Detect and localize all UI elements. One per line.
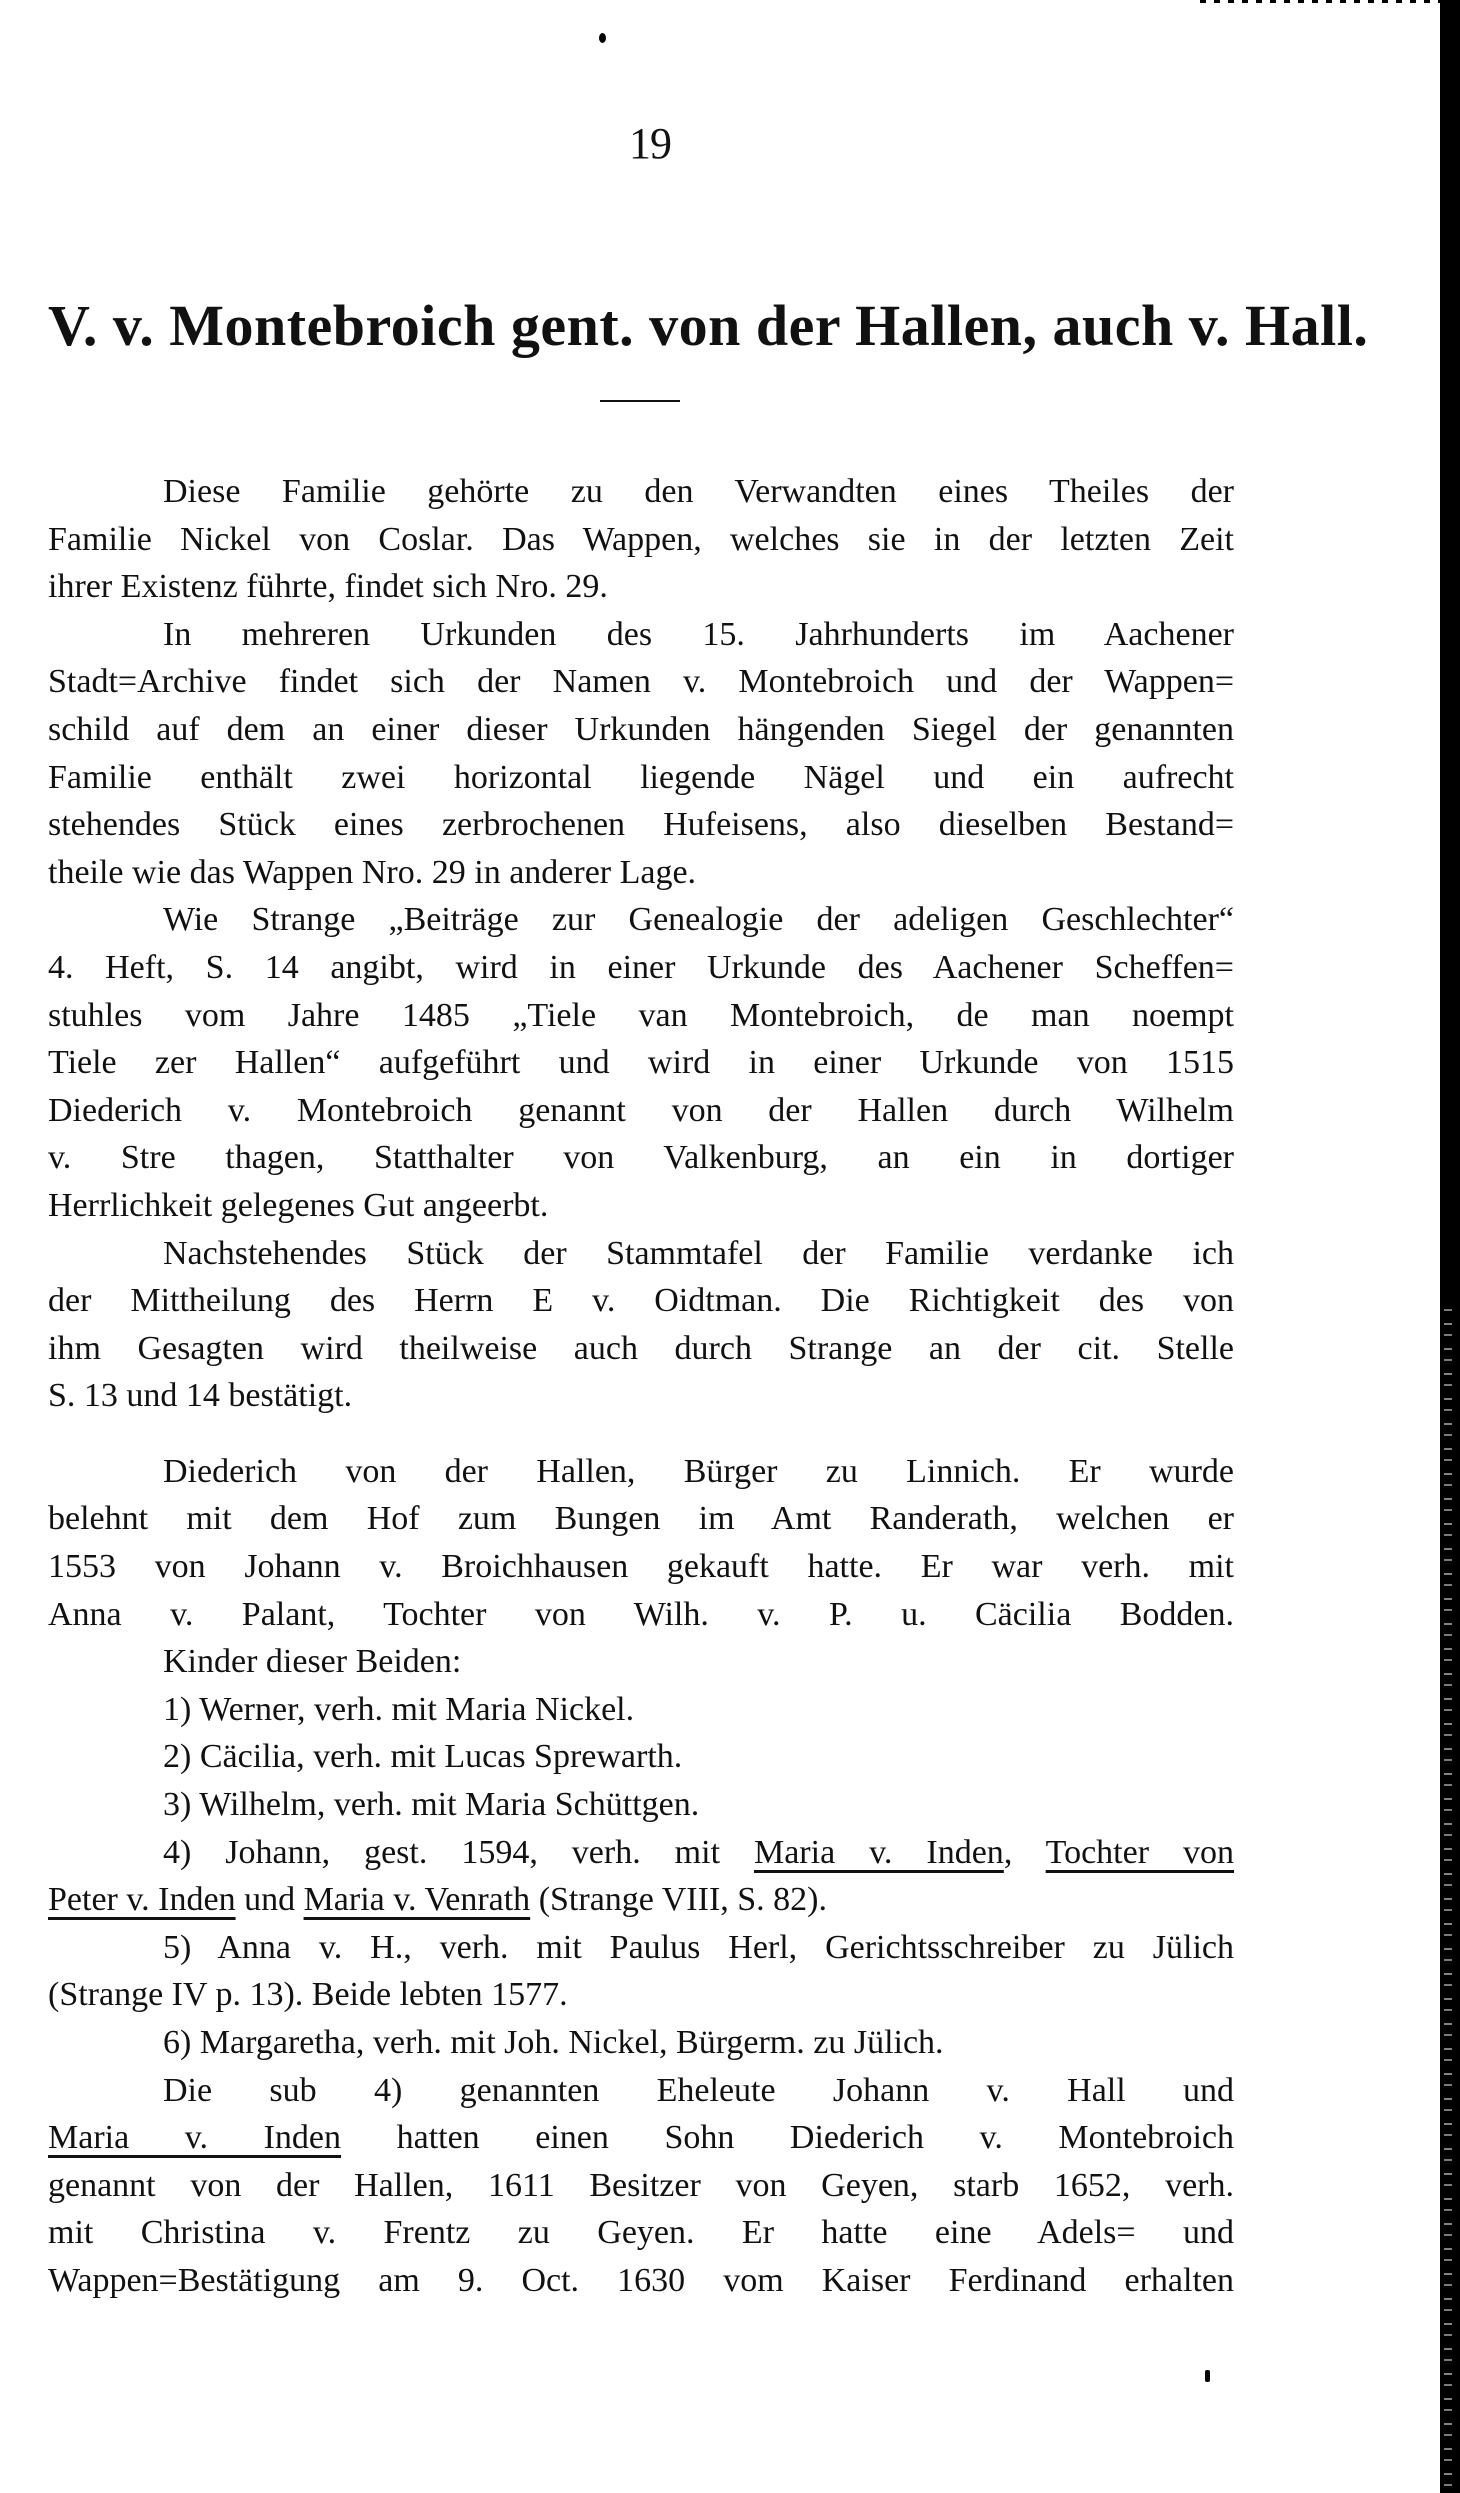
scan-speck xyxy=(599,33,606,43)
underlined-name: Maria v. Venrath xyxy=(303,1881,531,1919)
text-line: Nachstehendes Stück der Stammtafel der Familie verdanke ich xyxy=(163,1234,1234,1272)
list-text: (Strange VIII, S. 82). xyxy=(538,1881,828,1919)
paragraph-5 xyxy=(48,1448,1234,1638)
text-line: belehnt mit dem Hof zum Bungen im Amt Randerath, welchen er xyxy=(48,1500,1234,1538)
scan-edge-band xyxy=(1440,0,1460,2493)
scan-speck xyxy=(1205,2370,1210,2382)
list-number: 6) xyxy=(163,2024,192,2061)
text-line: Tiele zer Hallen“ aufgeführt und wird in einer Urkunde von 1515 xyxy=(48,1044,1234,1082)
text-line: ihm Gesagten wird theilweise auch durch Strange an der cit. Stelle xyxy=(48,1329,1234,1367)
underlined-name: Maria v. Inden xyxy=(753,1833,1004,1871)
text-line: Stadt=Archive findet sich der Namen v. Montebroich und der Wappen= xyxy=(48,663,1234,701)
text-line: ihrer Existenz führte, findet sich Nro. 29. xyxy=(48,568,608,606)
text-line: Familie enthält zwei horizontal liegende Nägel und ein aufrecht xyxy=(48,758,1234,796)
list-item xyxy=(48,1686,1234,1734)
text-line: 4. Heft, S. 14 angibt, wird in einer Urkunde des Aachener Scheffen= xyxy=(48,948,1234,986)
text-line: Diederich v. Montebroich genannt von der Hallen durch Wilhelm xyxy=(48,1091,1234,1129)
paragraph-final xyxy=(48,2067,1234,2305)
text-line: In mehreren Urkunden des 15. Jahrhunderts im Aachener xyxy=(163,615,1234,653)
list-text: Margaretha, verh. mit Joh. Nickel, Bürgerm. zu Jülich. xyxy=(199,2024,944,2061)
text-line: Die sub 4) genannten Eheleute Johann v. Hall und xyxy=(163,2071,1234,2109)
children-heading xyxy=(48,1638,1234,1686)
list-text: Johann, gest. 1594, verh. mit xyxy=(225,1833,721,1871)
list-number: 4) xyxy=(163,1833,192,1871)
title-divider-rule xyxy=(600,400,680,402)
list-number: 3) xyxy=(163,1786,192,1824)
paragraph-3 xyxy=(48,896,1234,1229)
text-line: mit Christina v. Frentz zu Geyen. Er hatte eine Adels= und xyxy=(48,2214,1234,2252)
text-line: schild auf dem an einer dieser Urkunden hängenden Siegel der genannten xyxy=(48,710,1234,748)
text-line: 1553 von Johann v. Broichhausen gekauft hatte. Er war verh. mit xyxy=(48,1548,1234,1586)
text-line: genannt von der Hallen, 1611 Besitzer von Geyen, starb 1652, verh. xyxy=(48,2166,1234,2204)
paragraph-4 xyxy=(48,1230,1234,1420)
text-line xyxy=(48,2114,1234,2162)
text-line: Diese Familie gehörte zu den Verwandten eines Theiles der xyxy=(163,473,1234,510)
children-list xyxy=(48,1686,1234,2067)
underlined-name: Maria v. Inden xyxy=(48,2119,342,2157)
text-line: v. Stre thagen, Statthalter von Valkenburg, an ein in dortiger xyxy=(48,1139,1234,1177)
text-line: theile wie das Wappen Nro. 29 in anderer Lage. xyxy=(48,853,697,891)
text-line: der Mittheilung des Herrn E v. Oidtman. Die Richtigkeit des von xyxy=(48,1282,1234,1320)
scan-top-edge-marks xyxy=(1200,0,1440,3)
underlined-name: Tochter von xyxy=(1045,1833,1234,1871)
list-item xyxy=(48,1733,1234,1781)
text-line: Kinder dieser Beiden: xyxy=(163,1643,462,1681)
chapter-title: V. v. Montebroich gent. von der Hallen, auch v. Hall. xyxy=(48,293,1369,358)
list-item xyxy=(48,1781,1234,1829)
list-text: Anna v. H., verh. mit Paulus Herl, Gerichtsschreiber zu Jülich xyxy=(217,1928,1235,1966)
list-item xyxy=(48,2019,1234,2067)
page-number: 19 xyxy=(629,119,671,168)
text-span: hatten einen Sohn Diederich v. Montebroich xyxy=(396,2119,1235,2157)
list-item xyxy=(48,1829,1234,1877)
text-line: stuhles vom Jahre 1485 „Tiele van Montebroich, de man noempt xyxy=(48,996,1234,1034)
list-text: Werner, verh. mit Maria Nickel. xyxy=(199,1690,635,1728)
body-text xyxy=(48,468,1234,2305)
text-line: S. 13 und 14 bestätigt. xyxy=(48,1377,353,1415)
text-line: Anna v. Palant, Tochter von Wilh. v. P. u. Cäcilia Bodden. xyxy=(48,1595,1234,1633)
list-text: Cäcilia, verh. mit Lucas Sprewarth. xyxy=(199,1738,683,1776)
list-number: 1) xyxy=(163,1690,192,1728)
list-number: 5) xyxy=(163,1928,192,1966)
comma: , xyxy=(1003,1833,1013,1871)
text-line: Herrlichkeit gelegenes Gut angeerbt. xyxy=(48,1186,549,1224)
list-text: und xyxy=(244,1881,296,1919)
text-line: Wie Strange „Beiträge zur Genealogie der adeligen Geschlechter“ xyxy=(163,901,1234,939)
underlined-name: Peter v. Inden xyxy=(48,1881,236,1919)
list-number: 2) xyxy=(163,1738,192,1776)
text-line: Familie Nickel von Coslar. Das Wappen, welches sie in der letzten Zeit xyxy=(48,520,1234,558)
list-item xyxy=(48,1924,1234,1972)
text-line: Wappen=Bestätigung am 9. Oct. 1630 vom Kaiser Ferdinand erhalten xyxy=(48,2261,1234,2299)
text-line: stehendes Stück eines zerbrochenen Hufeisens, also dieselben Bestand= xyxy=(48,806,1234,844)
paragraph-2 xyxy=(48,611,1234,897)
list-item-continuation xyxy=(48,1876,1234,1924)
paragraph-1 xyxy=(48,468,1234,611)
text-line: Diederich von der Hallen, Bürger zu Linnich. Er wurde xyxy=(163,1452,1234,1490)
list-item-continuation: (Strange IV p. 13). Beide lebten 1577. xyxy=(48,1976,568,2014)
list-text: Wilhelm, verh. mit Maria Schüttgen. xyxy=(199,1786,700,1824)
